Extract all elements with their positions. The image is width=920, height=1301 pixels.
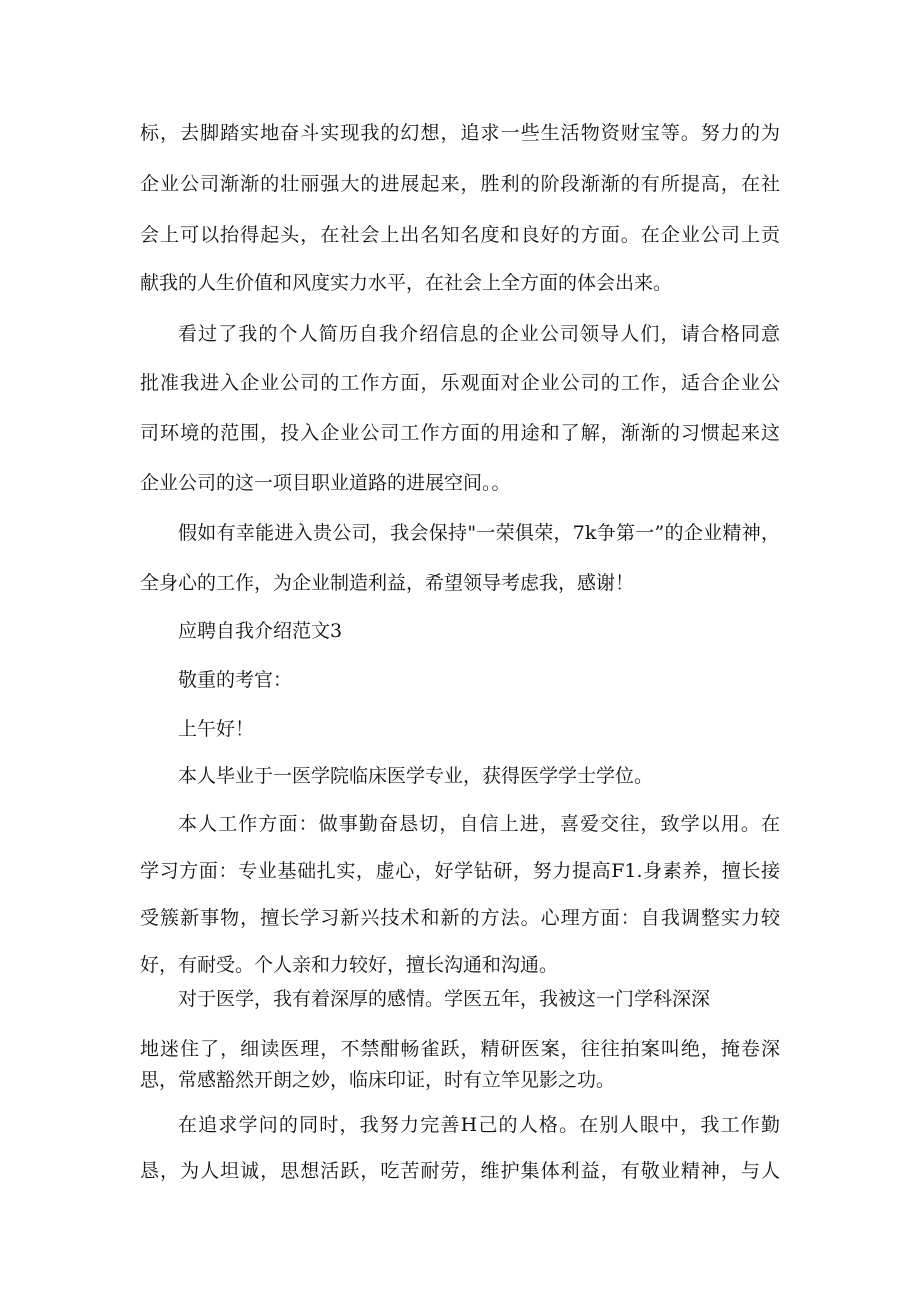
text-line: 受簇新事物，擅长学习新兴技术和新的方法。心理方面：自我调整实力较	[140, 907, 780, 929]
text-line: 标，去脚踏实地奋斗实现我的幻想，追求一些生活物资财宝等。努力的为	[140, 122, 780, 144]
text-line: 本人工作方面：做事勤奋恳切，自信上进，喜爱交往，致学以用。在	[178, 813, 780, 835]
text-line: 全身心的工作，为企业制造利益，希望领导考虑我，感谢！	[140, 572, 635, 594]
text-line: 司环境的范围，投入企业公司工作方面的用途和了解，渐渐的习惯起来这	[140, 422, 780, 444]
salutation: 敬重的考官：	[178, 669, 293, 691]
text-line: 企业公司的这一项目职业道路的进展空间。。	[140, 472, 511, 494]
text-line: 对于医学，我有着深厚的感情。学医五年，我被这一门学科深深	[178, 988, 711, 1010]
text-line: 看过了我的个人简历自我介绍信息的企业公司领导人们，请合格同意	[178, 323, 780, 345]
text-line: 地迷住了，细读医理，不禁酣畅雀跃，精研医案，往往拍案叫绝，掩卷深	[140, 1038, 780, 1060]
text-line: 好，有耐受。个人亲和力较好，擅长沟通和沟通。	[140, 954, 559, 976]
text-line: 思，常感豁然开朗之妙，临床印证，时有立竿见影之功。	[140, 1069, 616, 1091]
text-line: 会上可以抬得起头，在社会上出名知名度和良好的方面。在企业公司上贡	[140, 224, 780, 246]
section-heading: 应聘自我介绍范文3	[178, 620, 343, 642]
text-line: 在追求学问的同时，我努力完善H己的人格。在别人眼中，我工作勤	[178, 1114, 780, 1136]
text-line: 企业公司渐渐的壮丽强大的进展起来，胜利的阶段渐渐的有所提高，在社	[140, 173, 780, 195]
text-line: 批准我进入企业公司的工作方面，乐观面对企业公司的工作，适合企业公	[140, 372, 780, 394]
text-line: 假如有幸能进入贵公司，我会保持"一荣俱荣，7k争第一”的企业精神，	[178, 522, 780, 544]
text-line: 献我的人生价值和风度实力水平，在社会上全方面的体会出来。	[140, 272, 673, 294]
greeting: 上午好！	[178, 718, 255, 740]
text-line: 本人毕业于一医学院临床医学专业，获得医学学士学位。	[178, 765, 654, 787]
text-line: 学习方面：专业基础扎实，虚心，好学钻研，努力提高F1.身素养，擅长接	[140, 860, 780, 882]
text-line: 恳，为人坦诚，思想活跃，吃苦耐劳，维护集体利益，有敬业精神，与人	[140, 1160, 780, 1182]
